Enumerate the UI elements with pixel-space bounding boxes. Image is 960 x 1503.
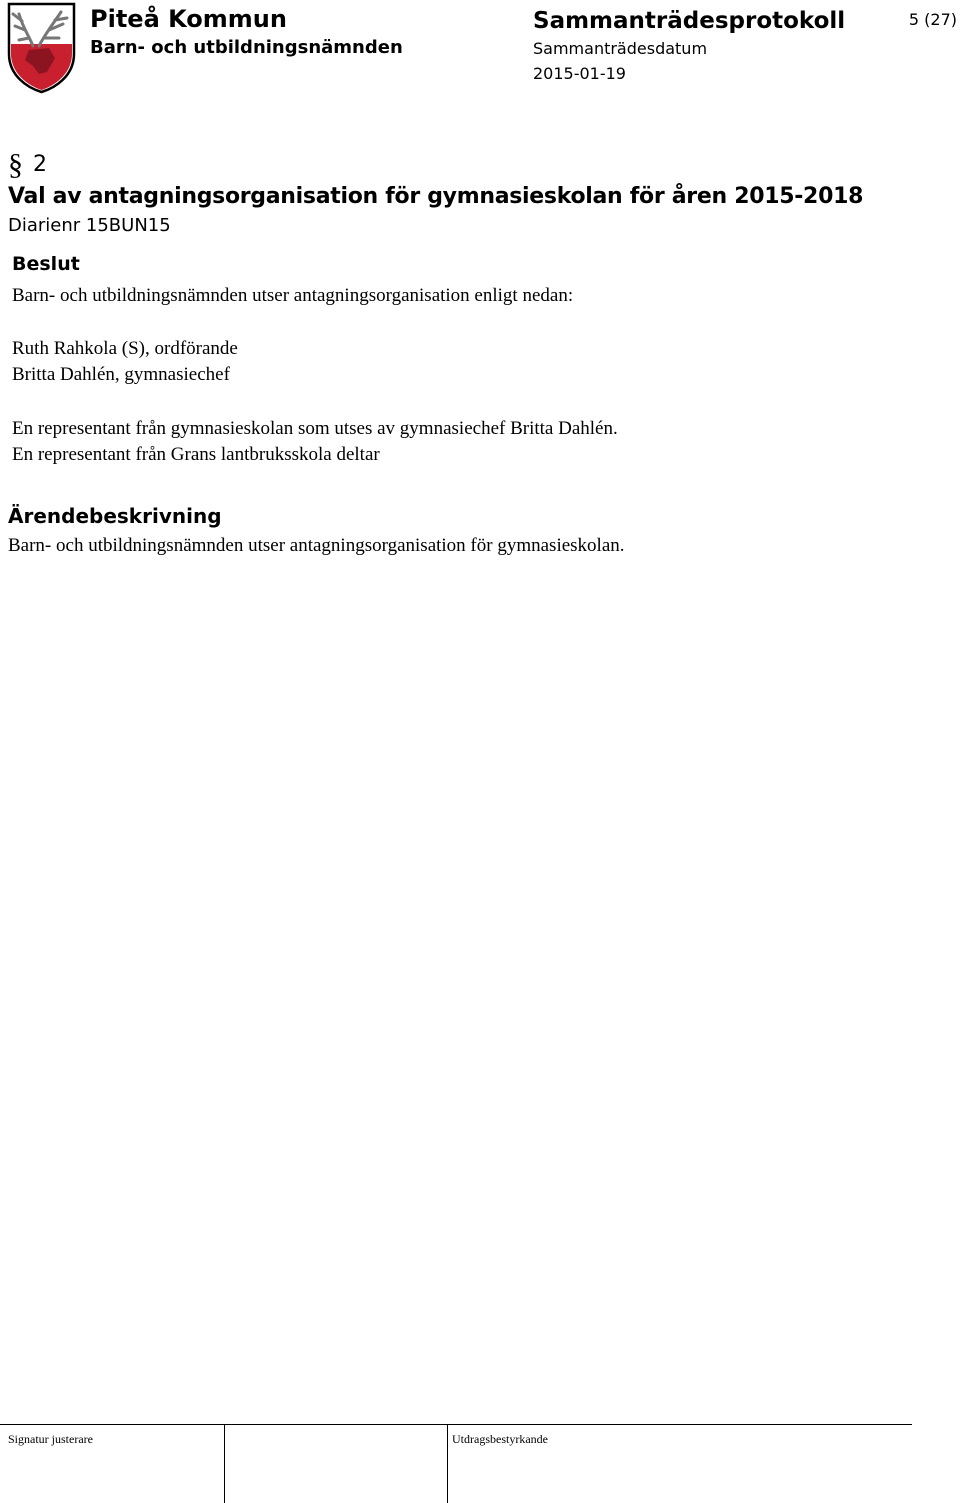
page-number: 5 (27) <box>908 10 957 29</box>
decision-intro: Barn- och utbildningsnämnden utser antagningsorganisation enligt nedan: <box>12 285 574 306</box>
footer-divider <box>0 1424 912 1425</box>
meeting-date-label: Sammanträdesdatum <box>533 39 708 58</box>
description-text: Barn- och utbildningsnämnden utser antagningsorganisation för gymnasieskolan. <box>8 535 625 556</box>
meeting-date-value: 2015-01-19 <box>533 64 626 83</box>
footer-column-divider <box>447 1424 448 1503</box>
decision-heading: Beslut <box>12 253 80 275</box>
paragraph-heading <box>8 148 47 181</box>
paragraph-number: 2 <box>33 152 47 177</box>
signature-label: Signatur justerare <box>8 1432 93 1446</box>
document-type: Sammanträdesprotokoll <box>533 8 846 34</box>
organization-name: Piteå Kommun <box>90 5 287 33</box>
representative-item: En representant från gymnasieskolan som utses av gymnasiechef Britta Dahlén. <box>12 418 618 439</box>
diary-number: Diarienr 15BUN15 <box>8 215 171 236</box>
footer-column-divider <box>224 1424 225 1503</box>
description-heading: Ärendebeskrivning <box>8 504 222 528</box>
member-item: Ruth Rahkola (S), ordförande <box>12 338 238 359</box>
reindeer-coat-of-arms-icon <box>5 2 78 94</box>
representative-item: En representant från Grans lantbruksskola deltar <box>12 444 380 465</box>
board-name: Barn- och utbildningsnämnden <box>90 37 403 58</box>
paragraph-symbol: § <box>8 148 23 181</box>
section-title: Val av antagningsorganisation för gymnasieskolan för åren 2015-2018 <box>8 184 864 209</box>
extract-label: Utdragsbestyrkande <box>452 1432 548 1446</box>
member-item: Britta Dahlén, gymnasiechef <box>12 364 230 385</box>
